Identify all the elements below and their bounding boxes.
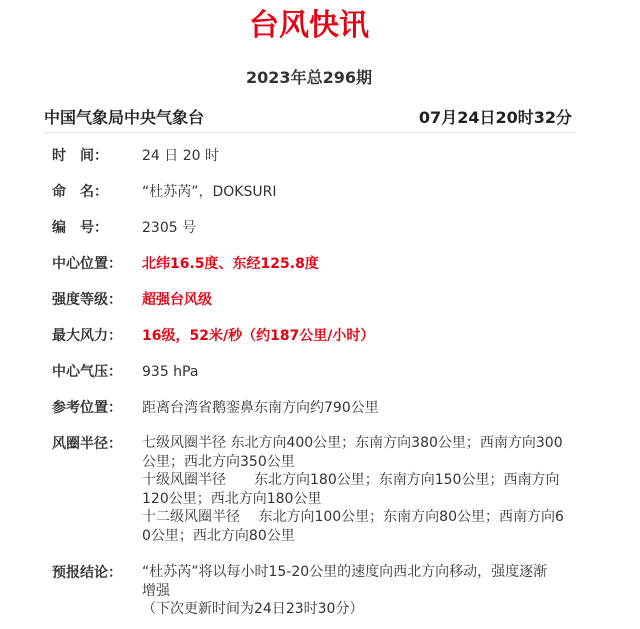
source-bar (44, 106, 574, 133)
issue-number: 2023年总296期 (246, 68, 372, 87)
center-position-label: 中心位置： (52, 256, 122, 272)
forecast-line: “杜苏芮”将以每小时15-20公里的速度向西北方向移动，强度逐渐 (142, 564, 548, 580)
time-value: 24 日 20 时 (142, 148, 219, 164)
issue-datetime: 07月24日20时32分 (418, 108, 572, 127)
name-value: “杜苏芮”，DOKSURI (142, 184, 277, 200)
wind-radius-line: 公里；西北方向350公里 (142, 453, 295, 470)
intensity-value: 超强台风级 (142, 292, 212, 308)
reference-position-label: 参考位置： (52, 400, 122, 416)
issuing-agency: 中国气象局中央气象台 (44, 108, 205, 127)
wind-radius-line: 0公里；西北方向80公里 (142, 527, 295, 544)
max-wind-value: 16级，52米/秒（约187公里/小时） (142, 328, 375, 344)
reference-position-value: 距离台湾省鹅銮鼻东南方向约790公里 (142, 400, 379, 416)
forecast-line: 增强 (142, 582, 170, 599)
number-value: 2305 号 (142, 220, 197, 236)
next-update-note: （下次更新时间为24日23时30分） (142, 601, 364, 617)
pressure-value: 935 hPa (142, 364, 199, 380)
pressure-label: 中心气压： (52, 364, 122, 380)
bulletin-title: 台风快讯 (249, 8, 369, 43)
center-position-value: 北纬16.5度、东经125.8度 (142, 256, 319, 272)
max-wind-label: 最大风力： (52, 328, 122, 344)
wind-radius-line: 七级风圈半径 东北方向400公里；东南方向380公里；西南方向300 (142, 435, 563, 451)
name-label: 命 名： (52, 184, 108, 200)
time-label: 时 间： (52, 148, 108, 164)
forecast-label: 预报结论： (52, 565, 122, 581)
wind-radius-value (142, 434, 570, 545)
number-label: 编 号： (52, 220, 108, 236)
wind-radius-label: 风圈半径： (52, 436, 122, 452)
intensity-label: 强度等级： (52, 292, 122, 308)
wind-radius-line: 十级风圈半径 东北方向180公里；东南方向150公里；西南方向 (142, 472, 560, 488)
forecast-value (142, 563, 570, 619)
wind-radius-line: 十二级风圈半径 东北方向100公里；东南方向80公里；西南方向6 (142, 509, 564, 525)
wind-radius-line: 120公里；西北方向180公里 (142, 490, 322, 507)
